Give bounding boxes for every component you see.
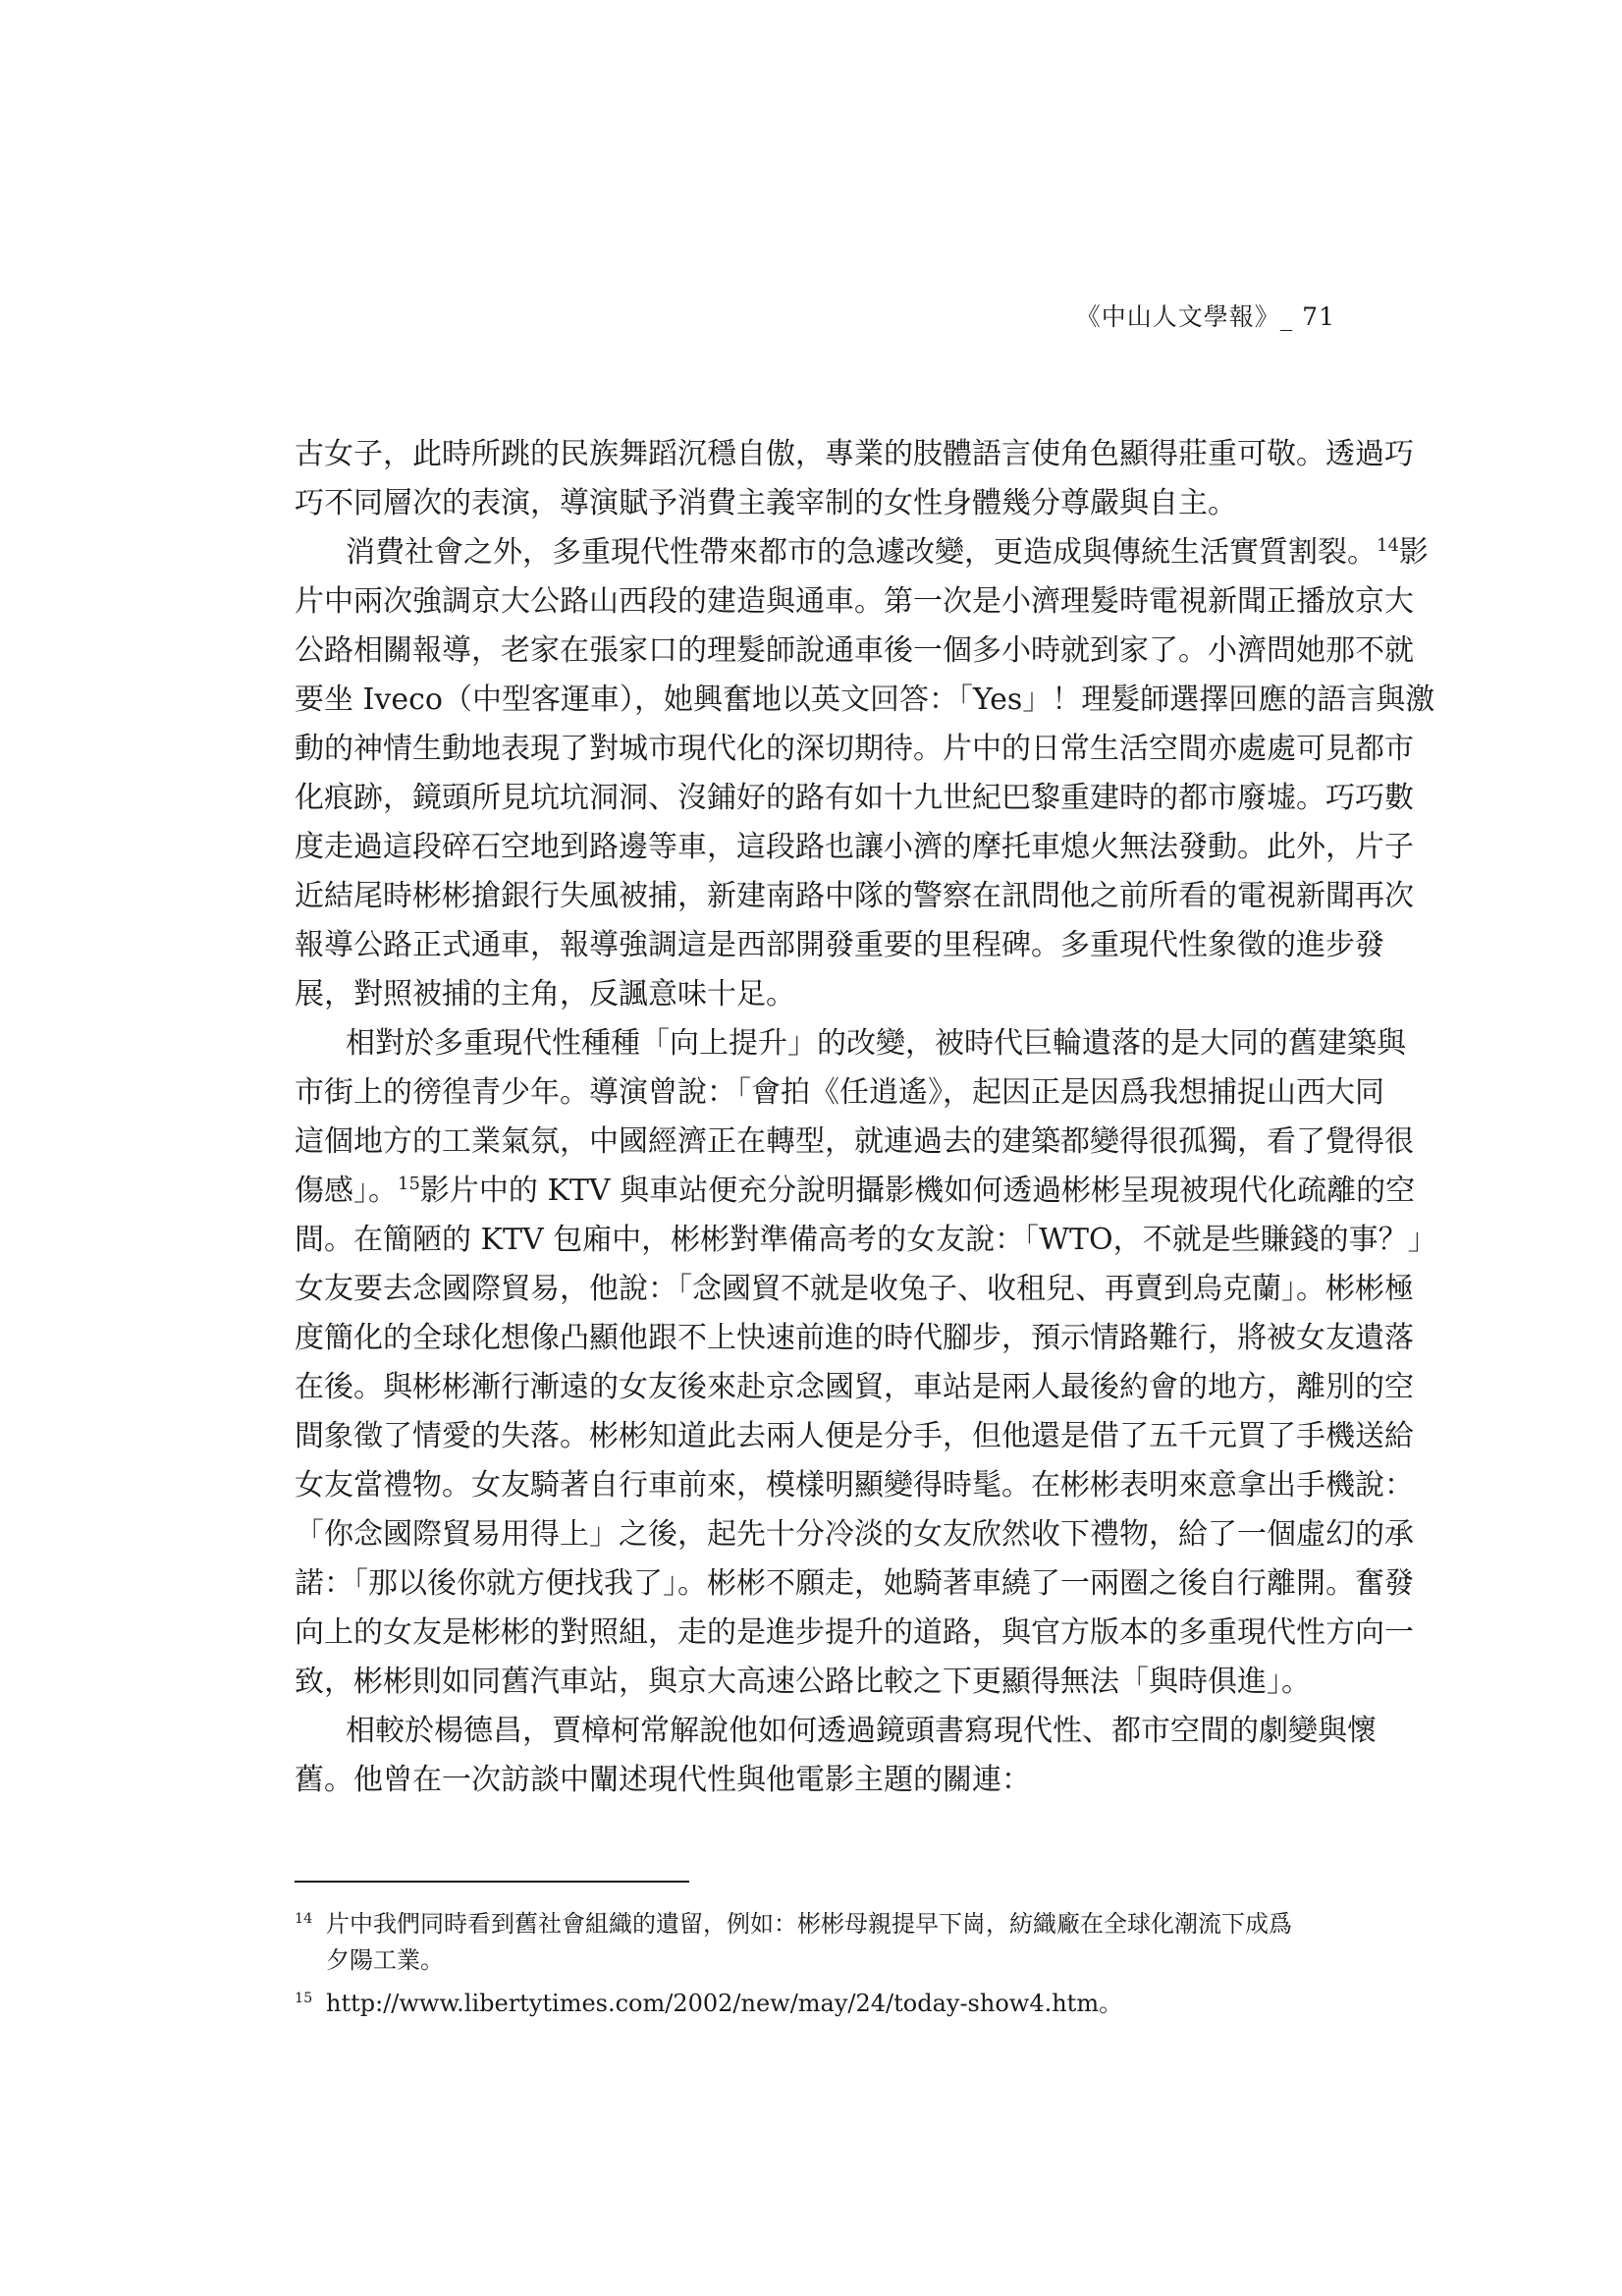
line-text: 消費社會之外，多重現代性帶來都市的急遽改變，更造成與傳統生活實質割裂。 bbox=[346, 535, 1377, 570]
footnote-ref-14[interactable]: 14 bbox=[1377, 535, 1399, 556]
paragraph-line: 動的神情生動地表現了對城市現代化的深切期待。片中的日常生活空間亦處處可見都市 bbox=[295, 732, 1414, 766]
paragraph-line: 相對於多重現代性種種「向上提升」的改變，被時代巨輪遺落的是大同的舊建築與 bbox=[346, 1026, 1406, 1061]
paragraph-line: 片中兩次強調京大公路山西段的建造與通車。第一次是小濟理髮時電視新聞正播放京大 bbox=[295, 584, 1414, 619]
paragraph-line: 「你念國際貿易用得上」之後，起先十分冷淡的女友欣然收下禮物，給了一個虛幻的承 bbox=[295, 1517, 1414, 1552]
paragraph-line: 間象徵了情愛的失落。彬彬知道此去兩人便是分手，但他還是借了五千元買了手機送給 bbox=[295, 1419, 1414, 1453]
paragraph-line: 展，對照被捕的主角，反諷意味十足。 bbox=[295, 977, 795, 1011]
footnote-15: $^{15}$ http://www.libertytimes.com/2002/new/may/24/today-show4.htm。 bbox=[295, 1990, 1123, 2017]
paragraph-line: 要坐 Iveco（中型客運車），她興奮地以英文回答：「Yes」！理髮師選擇回應的語言與激 bbox=[295, 683, 1435, 717]
paragraph-line: 巧不同層次的表演，導演賦予消費主義宰制的女性身體幾分尊嚴與自主。 bbox=[295, 486, 1237, 520]
paragraph-line: 諾：「那以後你就方便找我了」。彬彬不願走，她騎著車繞了一兩圈之後自行離開。奮發 bbox=[295, 1566, 1414, 1601]
paragraph-line bbox=[295, 528, 1429, 577]
paragraph-line: 相較於楊德昌，賈樟柯常解說他如何透過鏡頭書寫現代性、都市空間的劇變與懷 bbox=[346, 1714, 1377, 1748]
paragraph-line: 間。在簡陋的 KTV 包廂中，彬彬對準備高考的女友說：「WTO，不就是些賺錢的事？」 bbox=[295, 1223, 1437, 1257]
paragraph-line: 度簡化的全球化想像凸顯他跟不上快速前進的時代腳步，預示情路難行，將被女友遺落 bbox=[295, 1321, 1414, 1355]
paragraph-line: 化痕跡，鏡頭所見坑坑洞洞、沒鋪好的路有如十九世紀巴黎重建時的都市廢墟。巧巧數 bbox=[295, 781, 1414, 815]
footnote-link[interactable]: http://www.libertytimes.com/2002/new/may/24/today-show4.htm。 bbox=[326, 1990, 1123, 2017]
footnotes bbox=[295, 1906, 1337, 2022]
paragraph-line: 市街上的徬徨青少年。導演曾說：「會拍《任逍遙》，起因正是因爲我想捕捉山西大同 bbox=[295, 1075, 1384, 1110]
paragraph-line: 致，彬彬則如同舊汽車站，與京大高速公路比較之下更顯得無法「與時俱進」。 bbox=[295, 1665, 1311, 1699]
paragraph-line: 度走過這段碎石空地到路邊等車，這段路也讓小濟的摩托車熄火無法發動。此外，片子 bbox=[295, 830, 1414, 864]
paragraph-line: 舊。他曾在一次訪談中闡述現代性與他電影主題的關連： bbox=[295, 1763, 1031, 1797]
paragraph-line: 向上的女友是彬彬的對照組，走的是進步提升的道路，與官方版本的多重現代性方向一 bbox=[295, 1615, 1414, 1650]
paragraph-line: 女友當禮物。女友騎著自行車前來，模樣明顯變得時髦。在彬彬表明來意拿出手機說： bbox=[295, 1468, 1414, 1503]
paragraph-line: 報導公路正式通車，報導強調這是西部開發重要的里程碑。多重現代性象徵的進步發 bbox=[295, 928, 1384, 962]
paragraph-line: 女友要去念國際貿易，他說：「念國貿不就是收兔子、收租兒、再賣到烏克蘭」。彬彬極 bbox=[295, 1272, 1414, 1306]
paragraph-line: 公路相關報導，老家在張家口的理髮師說通車後一個多小時就到家了。小濟問她那不就 bbox=[295, 633, 1414, 668]
paragraph-line: 古女子，此時所跳的民族舞蹈沉穩自傲，專業的肢體語言使角色顯得莊重可敬。透過巧 bbox=[295, 437, 1414, 471]
paragraph-line: 近結尾時彬彬搶銀行失風被捕，新建南路中隊的警察在訊問他之前所看的電視新聞再次 bbox=[295, 879, 1414, 913]
footnote-ref-15[interactable]: 15 bbox=[398, 1174, 420, 1194]
footnote-separator bbox=[295, 1881, 689, 1883]
running-head: 《中山人文學報》_ 71 bbox=[1075, 302, 1335, 331]
footnote-14-continuation: 夕陽工業。 bbox=[326, 1946, 444, 1974]
paragraph-line: 這個地方的工業氣氛，中國經濟正在轉型，就連過去的建築都變得很孤獨，看了覺得很 bbox=[295, 1124, 1414, 1159]
footnote-14: $^{14}$ 片中我們同時看到舊社會組織的遺留，例如：彬彬母親提早下崗，紡織廠在全球化潮流下成爲 bbox=[295, 1910, 1292, 1938]
line-text: 傷感」。 bbox=[295, 1174, 398, 1208]
paragraph-line: 在後。與彬彬漸行漸遠的女友後來赴京念國貿，車站是兩人最後約會的地方，離別的空 bbox=[295, 1370, 1414, 1404]
body-text bbox=[295, 430, 1437, 1805]
line-text: 影 bbox=[1398, 535, 1429, 570]
paragraph-line bbox=[295, 1167, 1416, 1216]
line-text: 影片中的 KTV 與車站便充分說明攝影機如何透過彬彬呈現被現代化疏離的空 bbox=[419, 1174, 1416, 1208]
footnote-text: 片中我們同時看到舊社會組織的遺留，例如：彬彬母親提早下崗，紡織廠在全球化潮流下成爲 bbox=[326, 1910, 1292, 1938]
